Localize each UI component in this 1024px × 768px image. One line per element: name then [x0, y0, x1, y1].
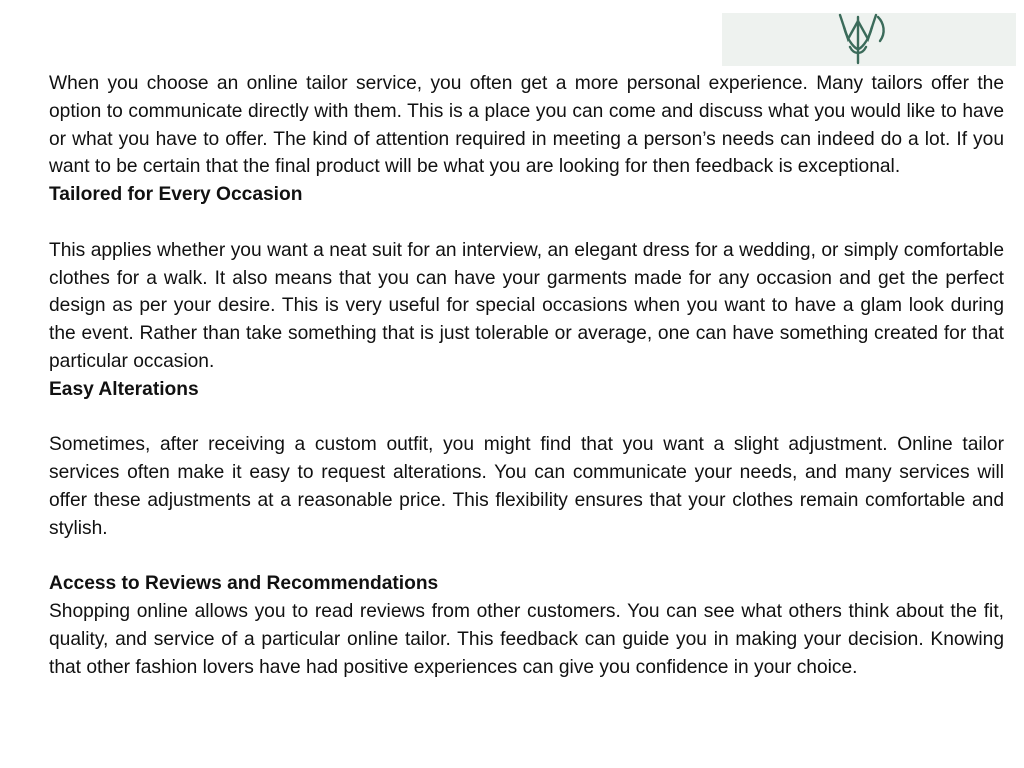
article-body	[49, 70, 1004, 682]
logo-banner	[722, 13, 1016, 66]
spacer	[49, 209, 1004, 237]
heading-reviews: Access to Reviews and Recommendations	[49, 573, 439, 595]
intro-paragraph: When you choose an online tailor service, you often get a more personal experience. Many tailors offer the option to communicate directly with them. This is a place you can come and discuss what you would like to have or what you have to offer. The kind of attention required in meeting a person’s needs can indeed do a lot. If you want to be certain that the final product will be what you are looking for then feedback is exceptional.	[49, 73, 1004, 178]
paragraph-tailored-occasion: This applies whether you want a neat suit for an interview, an elegant dress for a wedding, or simply comfortable clothes for a walk. It also means that you can have your garments made for any occasion and get the perfect design as per your desire. This is very useful for special occasions when you want to have a glam look during the event. Rather than take something that is just tolerable or average, one can have something created for that particular occasion.	[49, 239, 1004, 372]
spacer	[49, 404, 1004, 432]
heading-easy-alterations: Easy Alterations	[49, 378, 199, 400]
heading-tailored-occasion: Tailored for Every Occasion	[49, 184, 303, 206]
paragraph-reviews: Shopping online allows you to read reviews from other customers. You can see what others think about the fit, quality, and service of a particular online tailor. This feedback can guide you in making your decision. Knowing that other fashion lovers have had positive experiences can give you confidence in your choice.	[49, 601, 1004, 678]
paragraph-easy-alterations: Sometimes, after receiving a custom outfit, you might find that you want a slight adjustment. Online tailor services often make it easy to request alterations. You can communicate your needs, and many services will offer these adjustments at a reasonable price. This flexibility ensures that your clothes remain comfortable and stylish.	[49, 434, 1004, 539]
spacer	[49, 543, 1004, 571]
trident-w-logo-icon	[834, 13, 904, 66]
